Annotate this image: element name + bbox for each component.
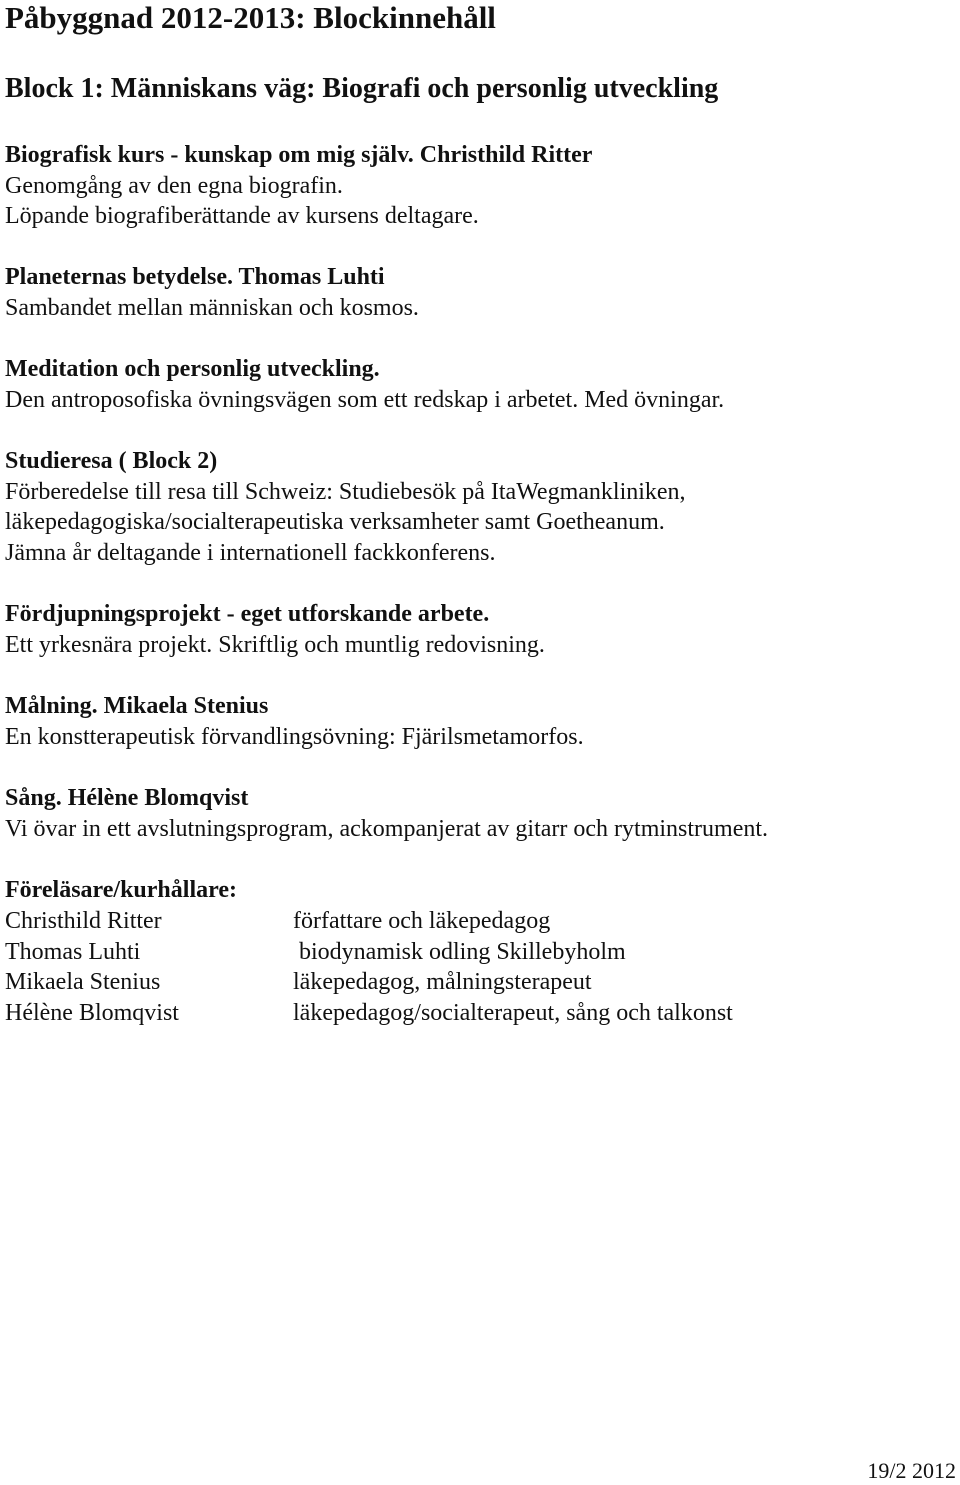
lecturers-heading: Föreläsare/kurhållare: bbox=[5, 877, 237, 903]
section-heading: Fördjupningsprojekt - eget utforskande arbete. bbox=[5, 601, 490, 627]
lecturer-role: läkepedagog/socialterapeut, sång och talkonst bbox=[293, 999, 733, 1026]
table-row bbox=[5, 937, 733, 968]
section-line: Den antroposofiska övningsvägen som ett redskap i arbetet. Med övningar. bbox=[5, 386, 725, 413]
section-malning bbox=[5, 691, 584, 752]
section-line: Genomgång av den egna biografin. bbox=[5, 172, 343, 199]
lecturer-role: läkepedagog, målningsterapeut bbox=[293, 969, 592, 995]
lecturer-name: Thomas Luhti bbox=[5, 938, 141, 965]
block-title: Block 1: Människans väg: Biografi och personlig utveckling bbox=[5, 73, 719, 104]
section-meditation bbox=[5, 354, 724, 415]
section-line: Sambandet mellan människan och kosmos. bbox=[5, 294, 419, 321]
section-line: Jämna år deltagande i internationell fackkonferens. bbox=[5, 539, 496, 566]
section-studieresa bbox=[5, 446, 686, 568]
section-sang bbox=[5, 783, 768, 844]
lecturers-table bbox=[5, 906, 733, 1028]
section-line: Löpande biografiberättande av kursens deltagare. bbox=[5, 203, 479, 229]
lecturer-name: Christhild Ritter bbox=[5, 908, 162, 934]
section-line: Ett yrkesnära projekt. Skriftlig och muntlig redovisning. bbox=[5, 631, 545, 658]
table-row bbox=[5, 998, 733, 1029]
lecturer-name: Mikaela Stenius bbox=[5, 969, 161, 995]
section-line: Vi övar in ett avslutningsprogram, ackompanjerat av gitarr och rytminstrument. bbox=[5, 815, 769, 842]
page-title: Påbyggnad 2012-2013: Blockinnehåll bbox=[5, 0, 496, 35]
lecturer-role: biodynamisk odling Skillebyholm bbox=[293, 938, 626, 965]
section-heading: Meditation och personlig utveckling. bbox=[5, 356, 380, 382]
lecturer-role: författare och läkepedagog bbox=[293, 908, 551, 934]
section-line: En konstterapeutisk förvandlingsövning: Fjärilsmetamorfos. bbox=[5, 723, 584, 750]
section-heading: Målning. Mikaela Stenius bbox=[5, 693, 269, 719]
section-heading: Biografisk kurs - kunskap om mig själv. Christhild Ritter bbox=[5, 142, 593, 168]
lecturer-name: Hélène Blomqvist bbox=[5, 999, 179, 1026]
section-projekt bbox=[5, 599, 545, 660]
section-heading: Sång. Hélène Blomqvist bbox=[5, 785, 249, 811]
section-biografi bbox=[5, 140, 592, 232]
section-line: Förberedelse till resa till Schweiz: Studiebesök på ItaWegmankliniken, bbox=[5, 478, 686, 505]
section-planeter bbox=[5, 262, 419, 323]
section-heading: Planeternas betydelse. Thomas Luhti bbox=[5, 264, 385, 290]
lecturers-heading-block bbox=[5, 875, 237, 906]
section-heading: Studieresa ( Block 2) bbox=[5, 448, 218, 474]
table-row bbox=[5, 967, 733, 998]
section-line: läkepedagogiska/socialterapeutiska verksamheter samt Goetheanum. bbox=[5, 509, 665, 535]
table-row bbox=[5, 906, 733, 937]
footer-date: 19/2 2012 bbox=[867, 1458, 956, 1483]
